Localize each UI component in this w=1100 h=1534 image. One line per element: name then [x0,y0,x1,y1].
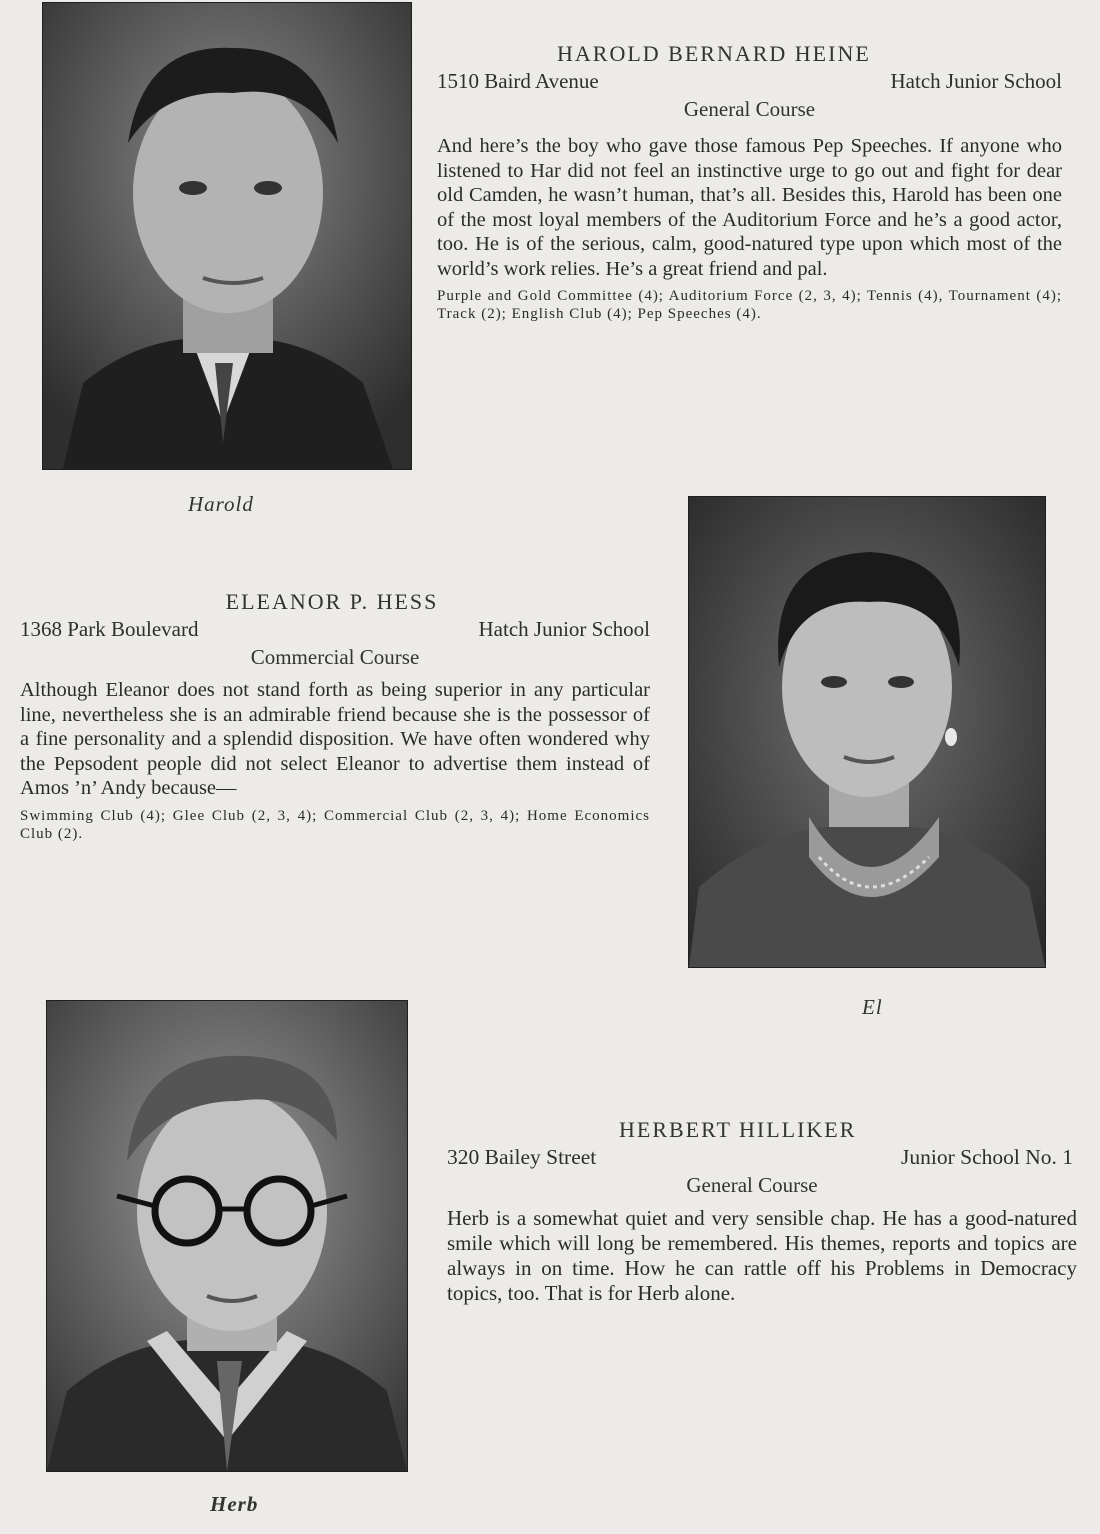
student-entry-herbert [447,1116,1077,1306]
activities-list: Purple and Gold Committee (4); Auditorium Force (2, 3, 4); Tennis (4), Tournament (4); Track (2); English Club (4); Pep Speeches (4). [437,288,1062,322]
course-name: General Course [686,1173,818,1197]
portrait-photo-harold [42,2,412,470]
student-bio: Although Eleanor does not stand forth as being superior in any particular line, nevertheless she is an admirable friend because she is the possessor of a fine personality and a splendid disposition. We have often wondered why the Pepsodent people did not select Eleanor to advertise them instead of Amos ’n’ Andy because— [20,679,650,799]
portrait-photo-eleanor [688,496,1046,968]
junior-school: Hatch Junior School [478,617,650,641]
student-bio: Herb is a somewhat quiet and very sensible chap. He has a good-natured smile which will long be remembered. His themes, reports and topics are always in on time. How he can rattle off his Problems in Democracy topics, too. That is for Herb alone. [447,1206,1077,1305]
course-name: Commercial Course [250,645,420,669]
junior-school: Junior School No. 1 [901,1145,1073,1169]
home-address: 1368 Park Boulevard [20,617,199,641]
portrait-photo-herbert [46,1000,408,1472]
student-name: ELEANOR P. HESS [225,589,439,614]
nickname-caption-herbert: Herb [210,1492,259,1516]
home-address: 1510 Baird Avenue [437,69,599,93]
address-row [447,1144,1077,1171]
home-address: 320 Bailey Street [447,1145,597,1169]
address-row [437,68,1062,95]
nickname-caption-eleanor: El [862,995,883,1019]
address-row [20,616,650,643]
junior-school: Hatch Junior School [890,69,1062,93]
student-entry-harold [437,40,1062,323]
student-name: HERBERT HILLIKER [619,1117,857,1142]
activities-list: Swimming Club (4); Glee Club (2, 3, 4); Commercial Club (2, 3, 4); Home Economics Club (2). [20,807,650,842]
student-name: HAROLD BERNARD HEINE [557,41,871,66]
nickname-caption-harold: Harold [188,492,254,516]
student-entry-eleanor [20,588,650,843]
course-name: General Course [683,97,816,121]
student-bio: And here’s the boy who gave those famous Pep Speeches. If anyone who listened to Har did not feel an instinctive urge to go out and fight for dear old Camden, he wasn’t human, that’s all. Besides this, Harold has been one of the most loyal members of the Auditorium Force and he’s a good actor, too. He is of the serious, calm, good-natured type upon which most of the world’s work relies. He’s a great friend and pal. [437,135,1062,280]
